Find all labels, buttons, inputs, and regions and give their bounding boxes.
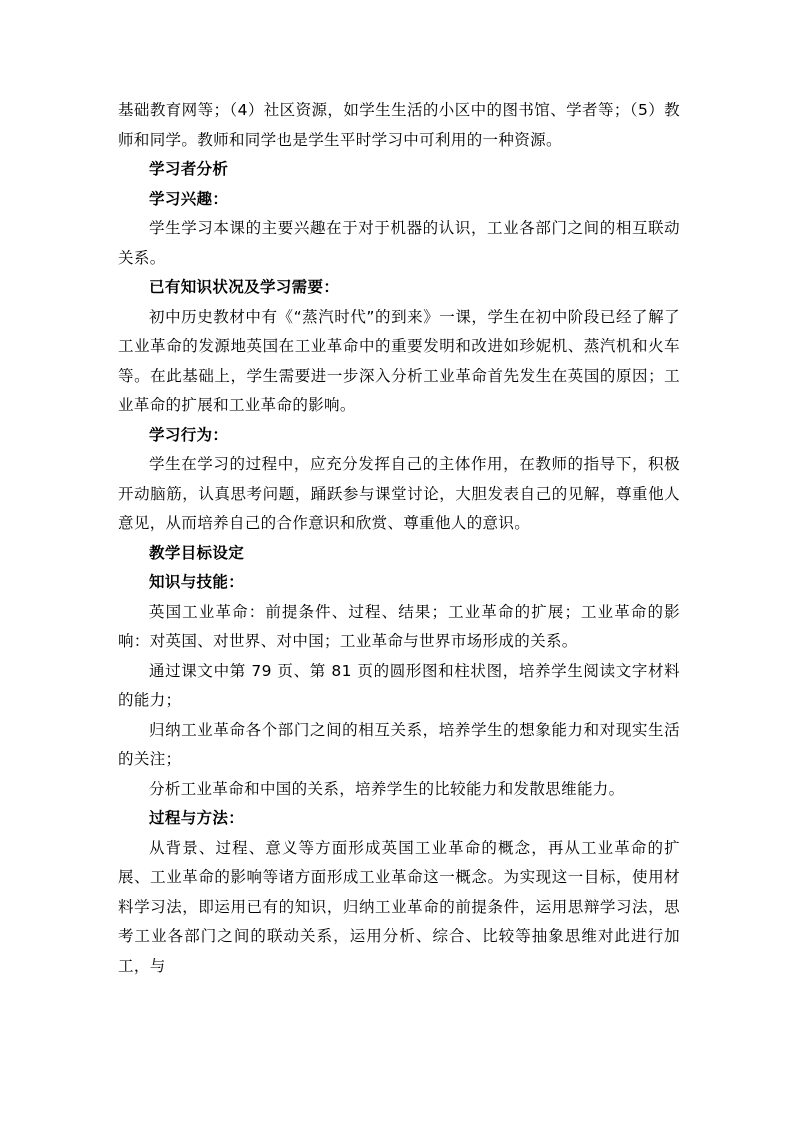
heading-learner-analysis: 学习者分析 [149,160,229,178]
heading-learning-interest: 学习兴趣： [149,189,229,208]
paragraph-process-methods: 从背景、过程、意义等方面形成英国工业革命的概念，再从工业革命的扩展、工业革命的影响等诸方面形成工业革命这一概念。为实现这一目标，使用材料学习法，即运用已有的知识，归纳工业革命的前提条件，运用思辩学习法，思考工业各部门之间的联动关系，运用分析、综合、比较等抽象思维对此进行加工，与 [118,838,680,975]
paragraph-knowledge-1: 英国工业革命：前提条件、过程、结果；工业革命的扩展；工业革命的影响：对英国、对世界、对中国；工业革命与世界市场形成的关系。 [118,602,680,650]
paragraph-knowledge-3: 归纳工业革命各个部门之间的相互关系，培养学生的想象能力和对现实生活的关注； [118,720,680,768]
heading-process-methods: 过程与方法： [149,809,245,827]
paragraph-prior-knowledge: 初中历史教材中有《“蒸汽时代”的到来》一课，学生在初中阶段已经了解了工业革命的发源地英国在工业革命中的重要发明和改进如珍妮机、蒸汽机和火车等。在此基础上，学生需要进一步深入分析工业革命首先发生在英国的原因；工业革命的扩展和工业革命的影响。 [118,307,680,414]
heading-prior-knowledge: 已有知识状况及学习需要： [149,278,340,296]
paragraph-resources-continued: 基础教育网等；（4）社区资源，如学生生活的小区中的图书馆、学者等；（5）教师和同学。教师和同学也是学生平时学习中可利用的一种资源。 [118,101,680,149]
paragraph-knowledge-2: 通过课文中第 79 页、第 81 页的圆形图和柱状图，培养学生阅读文字材料的能力； [118,661,680,709]
heading-learning-behavior: 学习行为： [149,425,229,444]
paragraph-learning-behavior: 学生在学习的过程中，应充分发挥自己的主体作用，在教师的指导下，积极开动脑筋，认真思考问题，踊跃参与课堂讨论，大胆发表自己的见解，尊重他人意见，从而培养自己的合作意识和欣赏、尊重他人的意识。 [118,455,680,532]
document-body [118,96,680,981]
heading-teaching-objectives: 教学目标设定 [149,543,245,562]
heading-knowledge-skills: 知识与技能： [149,573,245,591]
paragraph-learning-interest: 学生学习本课的主要兴趣在于对于机器的认识，工业各部门之间的相互联动关系。 [118,219,680,267]
paragraph-knowledge-4: 分析工业革命和中国的关系，培养学生的比较能力和发散思维能力。 [149,779,625,798]
